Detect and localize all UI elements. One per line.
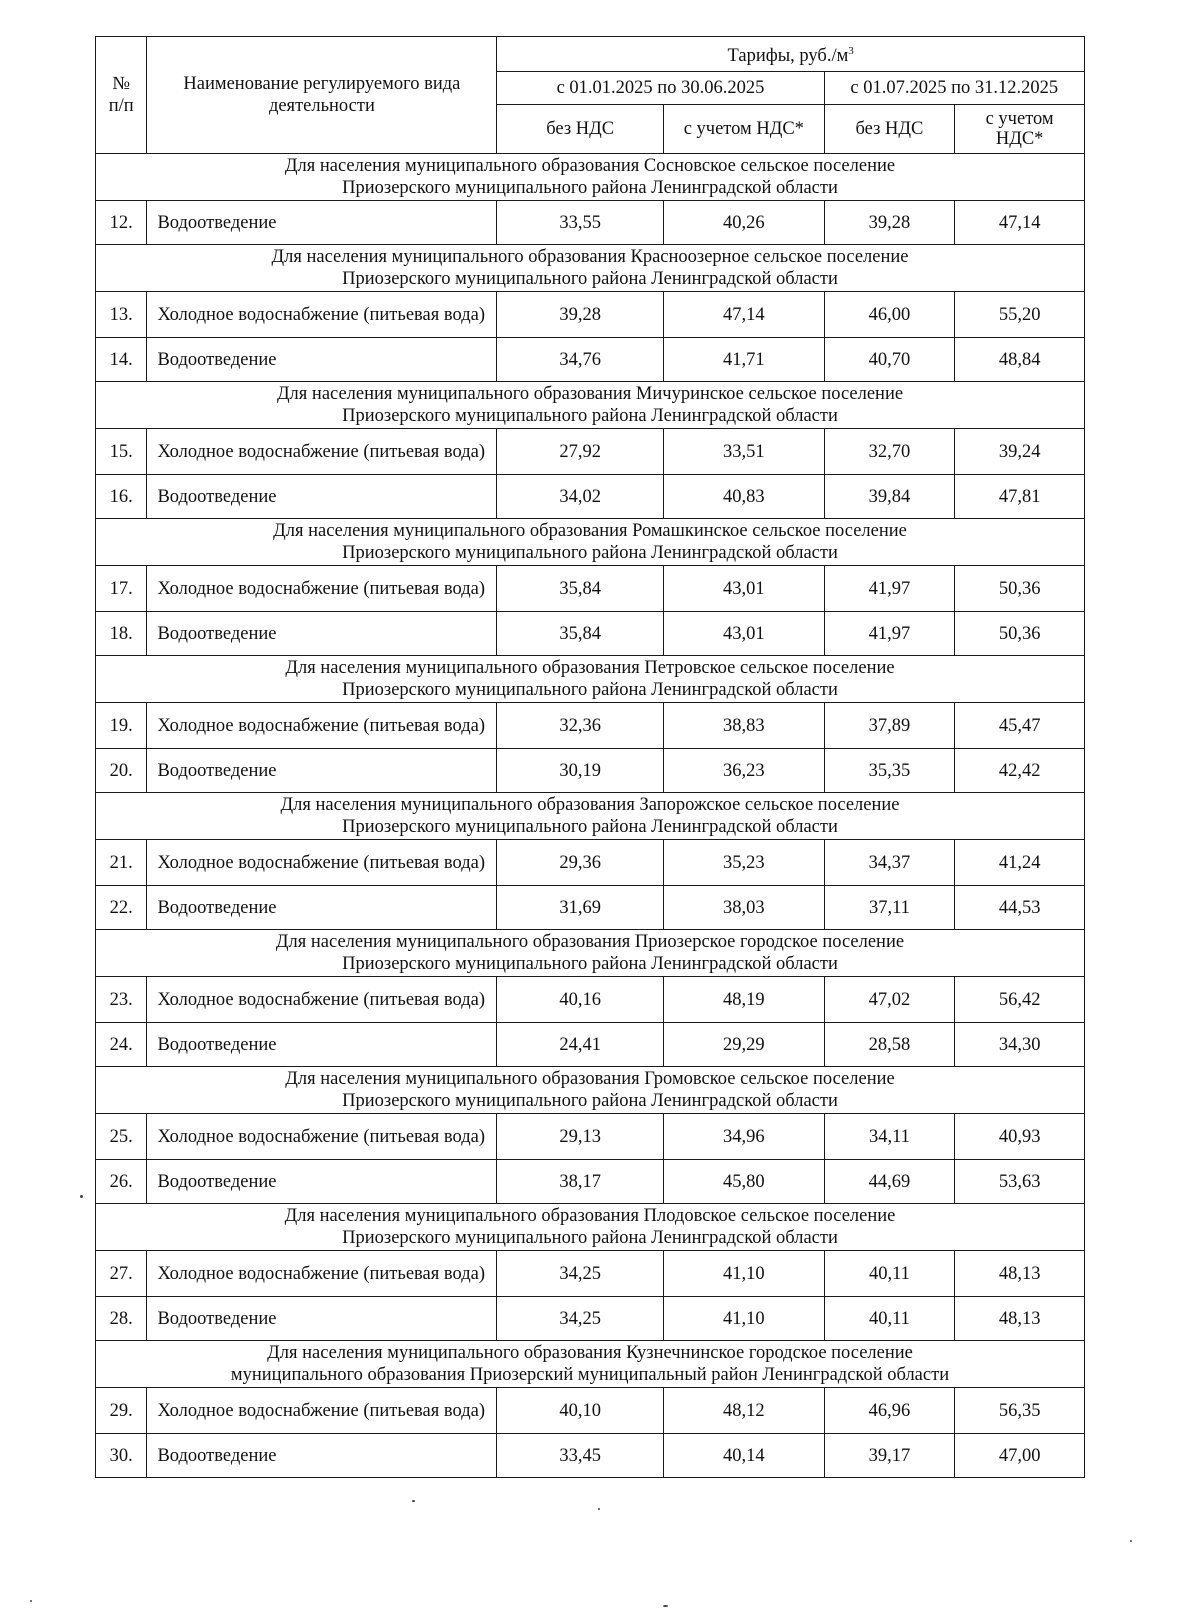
tariff-h2-no-vat: 47,02 [824,977,955,1023]
tariff-h1-with-vat: 40,26 [664,201,825,245]
row-number: 30. [96,1434,147,1478]
tariff-h2-no-vat: 39,28 [824,201,955,245]
tariff-h1-with-vat: 33,51 [664,429,825,475]
tariff-h1-no-vat: 27,92 [497,429,664,475]
activity-name: Холодное водоснабжение (питьевая вода) [147,977,497,1023]
tariff-h1-with-vat: 38,83 [664,703,825,749]
table-row [96,292,1085,338]
tariff-h1-no-vat: 29,36 [497,840,664,886]
table-body [96,154,1085,1478]
tariff-h2-with-vat: 44,53 [955,886,1085,930]
group-title [96,382,1085,429]
table-row [96,1251,1085,1297]
tariff-h2-with-vat: 55,20 [955,292,1085,338]
tariff-h2-with-vat: 53,63 [955,1160,1085,1204]
activity-name: Водоотведение [147,338,497,382]
tariff-h1-with-vat: 41,71 [664,338,825,382]
tariff-h2-with-vat: 56,35 [955,1388,1085,1434]
tariff-h1-no-vat: 33,45 [497,1434,664,1478]
table-row [96,612,1085,656]
tariff-h2-with-vat: 48,13 [955,1297,1085,1341]
row-number: 27. [96,1251,147,1297]
tariff-h1-no-vat: 34,02 [497,475,664,519]
tariff-h2-no-vat: 46,96 [824,1388,955,1434]
tariff-h2-with-vat: 47,00 [955,1434,1085,1478]
tariff-h1-with-vat: 41,10 [664,1251,825,1297]
group-title [96,930,1085,977]
tariff-h1-no-vat: 38,17 [497,1160,664,1204]
tariff-h1-no-vat: 40,16 [497,977,664,1023]
scan-speck [598,1508,600,1510]
tariff-h1-no-vat: 34,76 [497,338,664,382]
table-row [96,429,1085,475]
tariff-h2-with-vat: 34,30 [955,1023,1085,1067]
tariff-h2-no-vat: 37,11 [824,886,955,930]
table-row [96,1114,1085,1160]
table-row [96,1297,1085,1341]
group-title [96,154,1085,201]
activity-name: Водоотведение [147,475,497,519]
row-number: 17. [96,566,147,612]
tariff-h1-no-vat: 32,36 [497,703,664,749]
row-number: 29. [96,1388,147,1434]
tariff-h2-no-vat: 34,11 [824,1114,955,1160]
tariff-h1-no-vat: 30,19 [497,749,664,793]
table-row [96,886,1085,930]
header-tariffs-text: Тарифы, руб./м [727,46,849,67]
activity-name: Водоотведение [147,1297,497,1341]
header-no-vat-1: без НДС [497,105,664,154]
group-title-line-2: муниципального образования Приозерский муниципальный район Ленинградской области [230,1365,950,1385]
group-header-row [96,930,1085,977]
activity-name: Водоотведение [147,201,497,245]
tariff-h2-with-vat: 47,81 [955,475,1085,519]
group-title-line-2: Приозерского муниципального района Ленинградской области [342,543,838,563]
row-number: 23. [96,977,147,1023]
tariff-h1-with-vat: 47,14 [664,292,825,338]
group-title-line-1: Для населения муниципального образования Запорожское сельское поселение [280,795,900,815]
header-period-2: с 01.07.2025 по 31.12.2025 [824,72,1084,105]
tariff-h1-with-vat: 41,10 [664,1297,825,1341]
group-title-line-1: Для населения муниципального образования Ромашкинское сельское поселение [273,521,907,541]
tariffs-table [95,36,1085,1478]
table-row [96,977,1085,1023]
group-title-line-1: Для населения муниципального образования Сосновское сельское поселение [284,156,896,176]
tariff-h2-no-vat: 46,00 [824,292,955,338]
activity-name: Водоотведение [147,1434,497,1478]
table-row [96,566,1085,612]
activity-name: Холодное водоснабжение (питьевая вода) [147,840,497,886]
tariff-h2-with-vat: 47,14 [955,201,1085,245]
tariff-h2-with-vat: 45,47 [955,703,1085,749]
tariff-h1-no-vat: 33,55 [497,201,664,245]
tariff-h2-no-vat: 32,70 [824,429,955,475]
table-row [96,1434,1085,1478]
tariff-h2-with-vat: 41,24 [955,840,1085,886]
group-header-row [96,154,1085,201]
row-number: 19. [96,703,147,749]
tariff-h1-no-vat: 29,13 [497,1114,664,1160]
tariff-h2-no-vat: 34,37 [824,840,955,886]
activity-name: Водоотведение [147,1160,497,1204]
tariff-h1-with-vat: 40,83 [664,475,825,519]
tariff-h1-no-vat: 34,25 [497,1251,664,1297]
table-row [96,703,1085,749]
tariff-h1-with-vat: 34,96 [664,1114,825,1160]
activity-name: Холодное водоснабжение (питьевая вода) [147,429,497,475]
group-title-line-1: Для населения муниципального образования Петровское сельское поселение [285,658,895,678]
tariff-h1-with-vat: 36,23 [664,749,825,793]
activity-name: Водоотведение [147,886,497,930]
table-row [96,749,1085,793]
group-title-line-1: Для населения муниципального образования Приозерское городское поселение [275,932,905,952]
table-row [96,201,1085,245]
row-number: 14. [96,338,147,382]
tariff-h2-no-vat: 35,35 [824,749,955,793]
tariff-h1-with-vat: 29,29 [664,1023,825,1067]
table-row [96,1023,1085,1067]
group-title-line-2: Приозерского муниципального района Ленинградской области [342,817,838,837]
group-title-line-2: Приозерского муниципального района Ленинградской области [342,269,838,289]
row-number: 12. [96,201,147,245]
tariff-h2-with-vat: 40,93 [955,1114,1085,1160]
activity-name: Холодное водоснабжение (питьевая вода) [147,703,497,749]
tariff-h1-with-vat: 43,01 [664,566,825,612]
group-header-row [96,519,1085,566]
row-number: 16. [96,475,147,519]
row-number: 15. [96,429,147,475]
tariff-h2-with-vat: 56,42 [955,977,1085,1023]
group-title-line-2: Приозерского муниципального района Ленинградской области [342,406,838,426]
activity-name: Холодное водоснабжение (питьевая вода) [147,1114,497,1160]
group-title [96,245,1085,292]
tariff-h1-no-vat: 35,84 [497,566,664,612]
tariff-h1-no-vat: 35,84 [497,612,664,656]
table-header [96,37,1085,154]
header-name: Наименование регулируемого вида деятельности [147,37,497,154]
tariff-h2-with-vat: 48,13 [955,1251,1085,1297]
activity-name: Холодное водоснабжение (питьевая вода) [147,1388,497,1434]
activity-name: Холодное водоснабжение (питьевая вода) [147,1251,497,1297]
tariff-h2-with-vat: 48,84 [955,338,1085,382]
group-title-line-2: Приозерского муниципального района Ленинградской области [342,178,838,198]
group-title-line-2: Приозерского муниципального района Ленинградской области [342,1228,838,1248]
scan-speck [80,1195,83,1198]
group-header-row [96,656,1085,703]
group-title-line-2: Приозерского муниципального района Ленинградской области [342,1091,838,1111]
tariff-h1-with-vat: 48,19 [664,977,825,1023]
tariff-h1-no-vat: 39,28 [497,292,664,338]
tariff-h2-no-vat: 41,97 [824,612,955,656]
tariff-h1-no-vat: 31,69 [497,886,664,930]
row-number: 28. [96,1297,147,1341]
row-number: 13. [96,292,147,338]
header-no-vat-2: без НДС [824,105,955,154]
header-tariffs [497,37,1085,72]
tariff-h1-no-vat: 24,41 [497,1023,664,1067]
tariff-h1-with-vat: 45,80 [664,1160,825,1204]
tariff-h2-with-vat: 50,36 [955,612,1085,656]
group-title [96,1204,1085,1251]
tariff-h2-no-vat: 40,11 [824,1251,955,1297]
tariff-h2-no-vat: 44,69 [824,1160,955,1204]
row-number: 24. [96,1023,147,1067]
table-row [96,1388,1085,1434]
row-number: 20. [96,749,147,793]
tariff-h1-with-vat: 48,12 [664,1388,825,1434]
tariff-h2-no-vat: 28,58 [824,1023,955,1067]
tariff-h2-no-vat: 39,17 [824,1434,955,1478]
tariff-h1-with-vat: 35,23 [664,840,825,886]
activity-name: Холодное водоснабжение (питьевая вода) [147,292,497,338]
tariff-h1-no-vat: 40,10 [497,1388,664,1434]
tariff-h1-with-vat: 40,14 [664,1434,825,1478]
table-row [96,840,1085,886]
header-period-1: с 01.01.2025 по 30.06.2025 [497,72,824,105]
scan-speck [30,1600,32,1602]
tariff-h2-with-vat: 42,42 [955,749,1085,793]
tariff-h2-with-vat: 50,36 [955,566,1085,612]
tariff-h1-no-vat: 34,25 [497,1297,664,1341]
scan-speck [1130,1540,1132,1542]
activity-name: Водоотведение [147,749,497,793]
tariff-h2-no-vat: 41,97 [824,566,955,612]
row-number: 18. [96,612,147,656]
group-header-row [96,1204,1085,1251]
group-title [96,519,1085,566]
activity-name: Водоотведение [147,1023,497,1067]
tariff-h2-with-vat: 39,24 [955,429,1085,475]
group-header-row [96,382,1085,429]
tariff-h2-no-vat: 40,11 [824,1297,955,1341]
group-header-row [96,793,1085,840]
scan-speck [663,1605,668,1607]
table-row [96,475,1085,519]
group-header-row [96,1067,1085,1114]
row-number: 21. [96,840,147,886]
header-with-vat-2: с учетом НДС* [955,105,1085,154]
tariff-h1-with-vat: 43,01 [664,612,825,656]
group-title-line-1: Для населения муниципального образования Плодовское сельское поселение [284,1206,896,1226]
activity-name: Холодное водоснабжение (питьевая вода) [147,566,497,612]
group-header-row [96,1341,1085,1388]
group-title [96,1341,1085,1388]
table-row [96,338,1085,382]
tariff-h2-no-vat: 37,89 [824,703,955,749]
group-title [96,1067,1085,1114]
activity-name: Водоотведение [147,612,497,656]
group-title-line-2: Приозерского муниципального района Ленинградской области [342,954,838,974]
scan-speck [412,1500,415,1502]
group-title-line-1: Для населения муниципального образования Громовское сельское поселение [285,1069,895,1089]
group-title-line-1: Для населения муниципального образования Мичуринское сельское поселение [276,384,904,404]
tariff-h1-with-vat: 38,03 [664,886,825,930]
row-number: 25. [96,1114,147,1160]
tariff-h2-no-vat: 40,70 [824,338,955,382]
row-number: 26. [96,1160,147,1204]
header-with-vat-1: с учетом НДС* [664,105,825,154]
group-title [96,656,1085,703]
table-row [96,1160,1085,1204]
header-tariffs-sup: 3 [848,45,854,58]
group-title-line-2: Приозерского муниципального района Ленинградской области [342,680,838,700]
group-title-line-1: Для населения муниципального образования Кузнечнинское городское поселение [267,1343,913,1363]
header-num: № п/п [96,37,147,154]
group-title [96,793,1085,840]
tariff-h2-no-vat: 39,84 [824,475,955,519]
row-number: 22. [96,886,147,930]
group-header-row [96,245,1085,292]
group-title-line-1: Для населения муниципального образования Красноозерное сельское поселение [271,247,909,267]
